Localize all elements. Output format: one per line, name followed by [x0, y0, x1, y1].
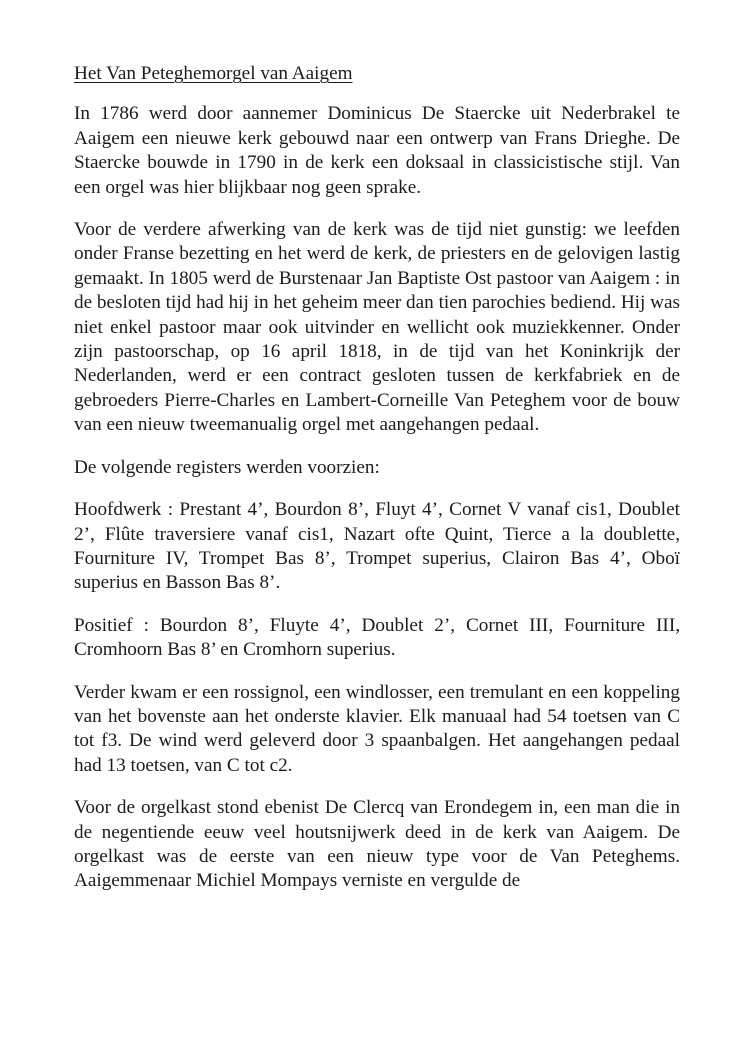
paragraph-organ-case: Voor de orgelkast stond ebenist De Clercq van Erondegem in, een man die in de negentiende eeuw veel houtsnijwerk deed in de kerk van Aaigem. De orgelkast was de eerste van een nieuw type voor de Van Peteghems. Aaigemmenaar Michiel Mompays verniste en vergulde de [74, 797, 680, 892]
paragraph-history: Voor de verdere afwerking van de kerk was de tijd niet gunstig: we leefden onder Franse bezetting en het werd de kerk, de priesters en de gelovigen lastig gemaakt. In 1805 werd de Burstenaar Jan Baptiste Ost pastoor van Aaigem : in de besloten tijd had hij in het geheim meer dan tien parochies bediend. Hij was niet enkel pastoor maar ook uitvinder en wellicht ook muziekkenner. Onder zijn pastoorschap, op 16 april 1818, in de tijd van het Koninkrijk der Nederlanden, werd er een contract gesloten tussen de kerkfabriek en de gebroeders Pierre-Charles en Lambert-Corneille Van Peteghem voor de bouw van een nieuw tweemanualig orgel met aangehangen pedaal. [74, 219, 680, 436]
paragraph-hoofdwerk: Hoofdwerk : Prestant 4’, Bourdon 8’, Fluyt 4’, Cornet V vanaf cis1, Doublet 2’, Flûte traversiere vanaf cis1, Nazart ofte Quint, Tierce a la doublette, Fourniture IV, Trompet Bas 8’, Trompet superius, Clairon Bas 4’, Oboï superius en Basson Bas 8’. [74, 499, 680, 594]
paragraph-accessories: Verder kwam er een rossignol, een windlosser, een tremulant en een koppeling van het bovenste aan het onderste klavier. Elk manuaal had 54 toetsen van C tot f3. De wind werd geleverd door 3 spaanbalgen. Het aangehangen pedaal had 13 toetsen, van C tot c2. [74, 681, 680, 776]
paragraph-intro: In 1786 werd door aannemer Dominicus De Staercke uit Nederbrakel te Aaigem een nieuwe kerk gebouwd naar een ontwerp van Frans Drieghe. De Staercke bouwde in 1790 in de kerk een doksaal in classicistische stijl. Van een orgel was hier blijkbaar nog geen sprake. [74, 103, 680, 198]
paragraph-positief: Positief : Bourdon 8’, Fluyte 4’, Doublet 2’, Cornet III, Fourniture III, Cromhoorn Bas 8’ en Cromhorn superius. [74, 614, 680, 661]
document-title: Het Van Peteghemorgel van Aaigem [74, 63, 353, 84]
document-body [74, 62, 680, 894]
paragraph-registers-intro: De volgende registers werden voorzien: [74, 456, 380, 478]
